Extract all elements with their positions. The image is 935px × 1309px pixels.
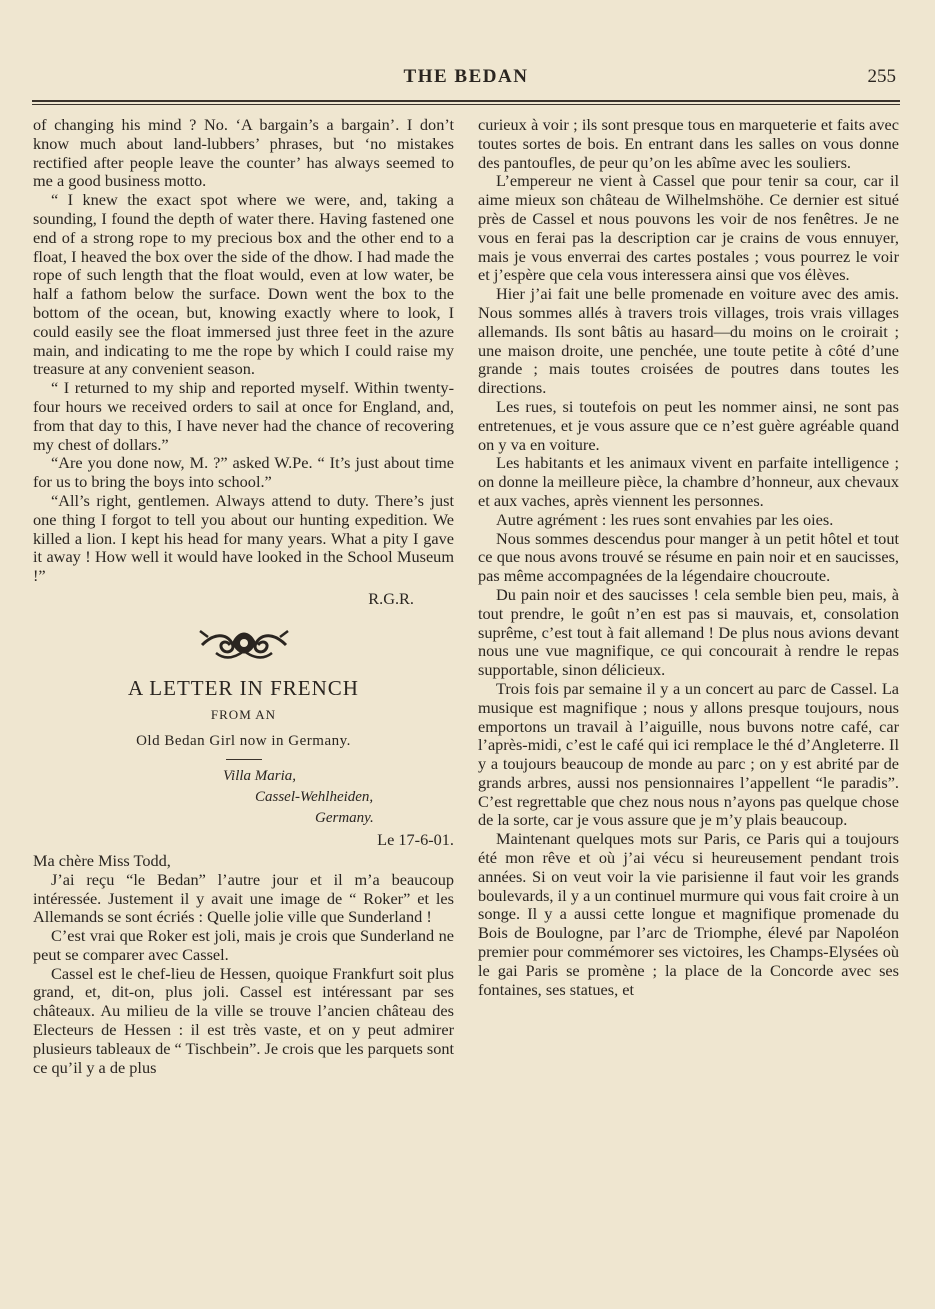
paragraph: Les habitants et les animaux vivent en parfaite intelligence ; on donne la meilleure pièce, la chambre d’honneur, aux chevaux et aux vaches, après viennent les personnes. xyxy=(478,453,899,510)
paragraph: curieux à voir ; ils sont presque tous en marqueterie et faits avec toutes sortes de bois. En entrant dans les salles on vous donne des pantoufles, de peur qu’on les abîme avec les souliers. xyxy=(478,115,899,172)
paragraph: Hier j’ai fait une belle promenade en voiture avec des amis. Nous sommes allés à travers trois villages, trois vrais villages allemands. Ils sont bâtis au hasard—du moins on le croirait ; une maison droite, une penchée, une toute petite à côté d’une grande ; mais toutes croisées de poutres dans toutes les directions. xyxy=(478,284,899,398)
running-title: THE BEDAN xyxy=(403,66,529,87)
paragraph: C’est vrai que Roker est joli, mais je crois que Sunderland ne peut se comparer avec Cassel. xyxy=(33,926,454,964)
header-rule xyxy=(32,100,900,102)
paragraph: Maintenant quelques mots sur Paris, ce Paris qui a toujours été mon rêve et où j’ai vécu si heureusement pendant trois années. Si on veut voir la vie parisienne il faut voir les grands boulevards, il y a un continuel murmure qui vous fait croire à un songe. Il y a aussi cette longue et magnifique promenade du Bois de Boulogne, par l’arc de Triomphe, élevé par Napoléon premier pour commémorer ses victoires, les Champs-Elysées où le gai Paris se promène ; la place de la Concorde avec ses fontaines, ses statues, et xyxy=(478,829,899,999)
page-header xyxy=(32,62,900,94)
paragraph: Les rues, si toutefois on peut les nommer ainsi, ne sont pas entretenues, et je vous assure que ce n’est guère agréable quand on y va en voiture. xyxy=(478,396,899,454)
article-title: A LETTER IN FRENCH xyxy=(128,675,359,700)
page-number: 255 xyxy=(867,66,896,87)
paragraph: “Are you done now, M. ?” asked W.Pe. “ It’s just about time for us to bring the boys into school.” xyxy=(33,453,454,492)
paragraph: J’ai reçu “le Bedan” l’autre jour et il m’a beaucoup intéressée. Justement il y avait une image de “ Roker” et les Allemands se sont écriés : Quelle jolie ville que Sunderland ! xyxy=(33,869,454,927)
from-line: FROM AN xyxy=(210,706,277,722)
article-subtitle: Old Bedan Girl now in Germany. xyxy=(136,733,351,750)
salutation: Ma chère Miss Todd, xyxy=(33,850,171,870)
address-line: Germany. xyxy=(315,810,374,827)
paragraph: of changing his mind ? No. ‘A bargain’s a bargain’. I don’t know much about land-lubbers’ phrases, but ‘no mistakes rectified after people leave the counter’ has always seemed to me a good business motto. xyxy=(33,115,454,191)
paragraph: Nous sommes descendus pour manger à un petit hôtel et tout ce que nous avons trouvé se résume en pain noir et en saucisses, pas même accompagnées de la légendaire choucroute. xyxy=(478,528,899,586)
signature: R.G.R. xyxy=(368,588,414,608)
paragraph: Cassel est le chef-lieu de Hessen, quoique Frankfurt soit plus grand, et, dit-on, plus joli. Cassel est intéressant par ses châteaux. Au milieu de la ville se trouve l’ancien château des Electeurs de Hessen : il est très vaste, et on y peut admirer plusieurs tableaux de “ Tischbein”. Je crois que les parquets sont ce qu’il y a de plus xyxy=(33,963,454,1077)
paragraph: Trois fois par semaine il y a un concert au parc de Cassel. La musique est magnifique ; nous y allons presque toujours, nous emportons un travail à l’aiguille, nous buvons notre café, car l’après-midi, c’est le café qui ici remplace le thé d’Angleterre. Il y a toujours beaucoup de monde au parc ; on y est abrité par de grands arbres, aussi nos pensionnaires l’appellent “le paradis”. C’est regrettable que chez nous nous n’ayons pas quelque chose de la sorte, car je vous assure que je m’y plais beaucoup. xyxy=(478,678,899,830)
paragraph: “ I returned to my ship and reported myself. Within twenty-four hours we received orders to sail at once for England, and, from that day to this, I have never had the chance of recovering my chest of dollars.” xyxy=(33,378,454,454)
header-rule-thin xyxy=(32,104,900,105)
address-line: Cassel-Wehlheiden, xyxy=(255,789,374,806)
paragraph: Autre agrément : les rues sont envahies par les oies. xyxy=(496,509,834,529)
left-column xyxy=(33,116,454,1077)
paragraph: Du pain noir et des saucisses ! cela semble bien peu, mais, à tout prendre, le goût n’en est pas si mauvais, et, consolation suprême, c’est tout à fait allemand ! De plus nous avions devant nous une vue magnifique, ce qui concourait à rendre le repas supportable, sinon délicieux. xyxy=(478,584,899,680)
right-column xyxy=(478,116,899,999)
paragraph: L’empereur ne vient à Cassel que pour tenir sa cour, car il aime mieux son château de Wilhelmshöhe. Ce dernier est situé près de Cassel et nous pouvons les voir de nos fenêtres. Je ne vous en ferai pas la description car je crains de vous ennuyer, mais je vous enverrai des cartes postales ; vous pourrez le voir et j’espère que cela vous interessera ainsi que vos élèves. xyxy=(478,171,899,285)
divider xyxy=(226,759,262,760)
paragraph: “ I knew the exact spot where we were, and, taking a sounding, I found the depth of water there. Having fastened one end of a strong rope to my precious box and the other end to a float, I heaved the box over the side of the dhow. I had made the rope of such length that the float would, even at low water, be half a fathom below the surface. Down went the box to the bottom of the ocean, but, knowing exactly where to look, I could easily see the float immersed just three feet in the azure main, and indicating to me the rope by which I could raise my treasure at any convenient season. xyxy=(33,190,454,379)
address-line: Villa Maria, xyxy=(223,768,297,785)
fleuron-ornament-icon xyxy=(196,623,292,663)
letter-date: Le 17-6-01. xyxy=(377,830,454,850)
paragraph: “All’s right, gentlemen. Always attend to duty. There’s just one thing I forgot to tell you about our hunting expedition. We killed a lion. I kept his head for many years. What a pity I gave it away ! How well it would have looked in the School Museum !” xyxy=(33,490,454,586)
